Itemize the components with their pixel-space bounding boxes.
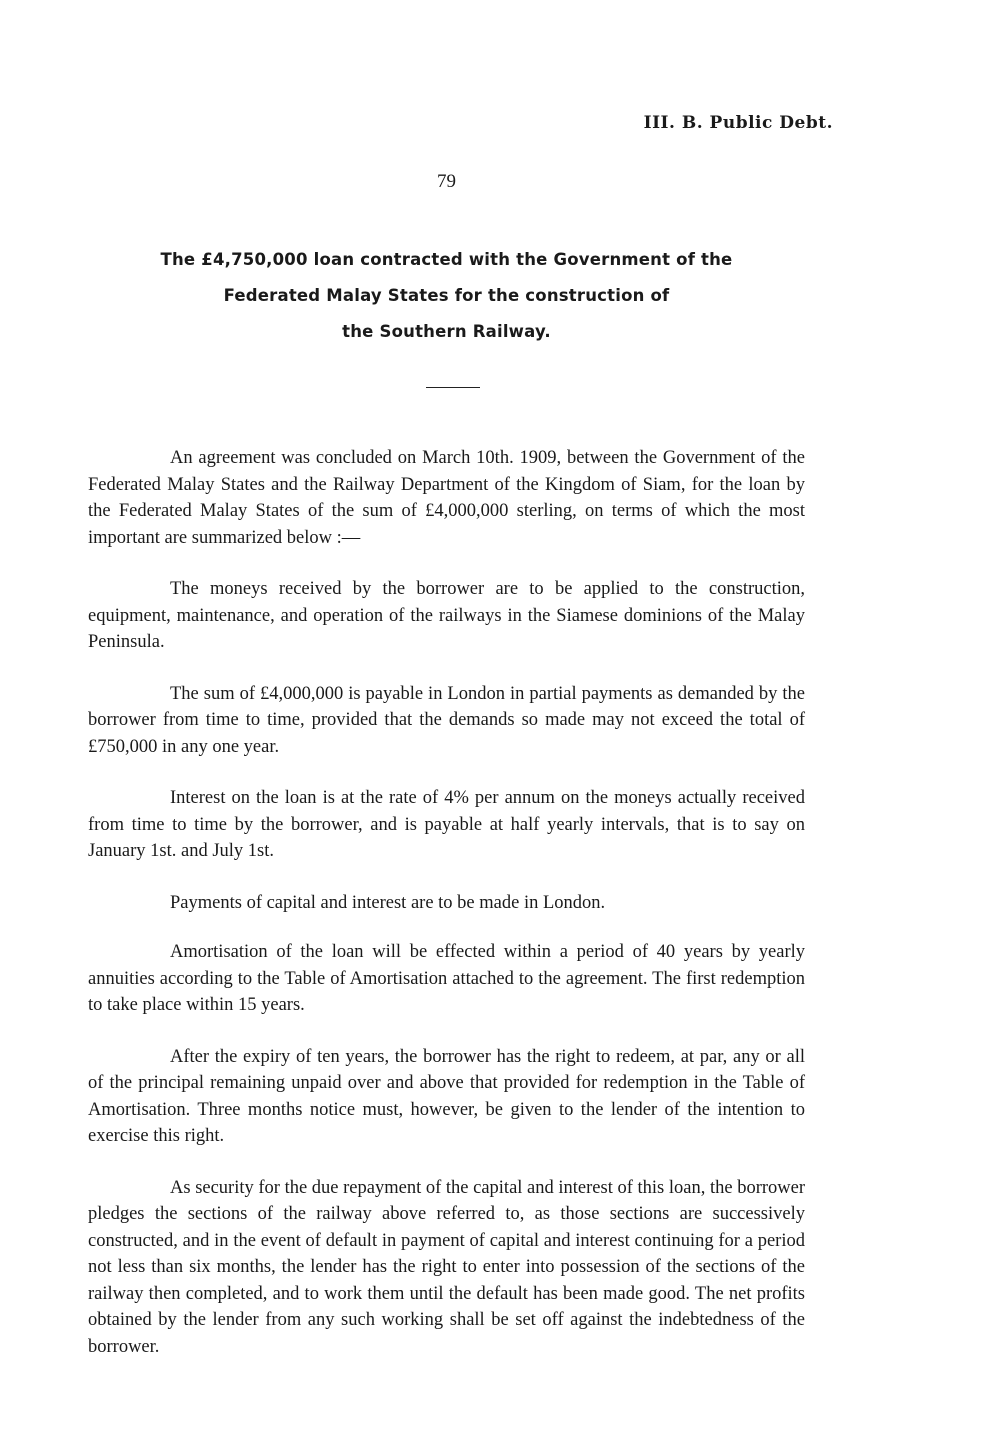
paragraph-security: As security for the due repayment of the capital and interest of this loan, the borrower pledges the sections of the railway above referred to, as those sections are successively constructed, and in the event of default in payment of capital and interest continuing for a period not less than six months, the lender has the right to enter into possession of the sections of the railway then completed, and to work them until the default has been made good. The net profits obtained by the lender from any such working shall be set off against the indebtedness of the borrower. [88, 1177, 805, 1357]
paragraph-agreement: An agreement was concluded on March 10th. 1909, between the Government of the Federated Malay States and the Railway Department of the Kingdom of Siam, for the loan by the Federated Malay States of the sum of £4,000,000 sterling, on terms of which the most important are summarized below :— [88, 448, 805, 548]
paragraph-payment-location: Payments of capital and interest are to be made in London. [170, 892, 606, 913]
section-header: III. B. Public Debt. [643, 113, 833, 133]
paragraph-interest: Interest on the loan is at the rate of 4% per annum on the moneys actually received from time to time by the borrower, and is payable at half yearly intervals, that is to say on January 1st. and July 1st. [88, 788, 805, 861]
page-number: 79 [437, 171, 456, 192]
document-title [88, 242, 805, 350]
paragraph-payment-terms: The sum of £4,000,000 is payable in London in partial payments as demanded by the borrower from time to time, provided that the demands so made may not exceed the total of £750,000 in any one year. [88, 683, 805, 757]
title-divider [426, 387, 480, 388]
title-line-1: The £4,750,000 loan contracted with the Government of the [160, 250, 733, 269]
paragraph-amortisation: Amortisation of the loan will be effected within a period of 40 years by yearly annuities according to the Table of Amortisation attached to the agreement. The first redemption to take place within 15 years. [88, 942, 805, 1015]
paragraph-redemption-right: After the expiry of ten years, the borrower has the right to redeem, at par, any or all of the principal remaining unpaid over and above that provided for redemption in the Table of Amortisation. Three months notice must, however, be given to the lender of the intention to exercise this right. [88, 1046, 805, 1146]
paragraph-moneys-application: The moneys received by the borrower are to be applied to the construction, equipment, maintenance, and operation of the railways in the Siamese dominions of the Malay Peninsula. [88, 579, 805, 652]
title-line-2: Federated Malay States for the construction of [223, 286, 670, 305]
title-line-3: the Southern Railway. [342, 322, 551, 341]
document-body [88, 445, 805, 1385]
